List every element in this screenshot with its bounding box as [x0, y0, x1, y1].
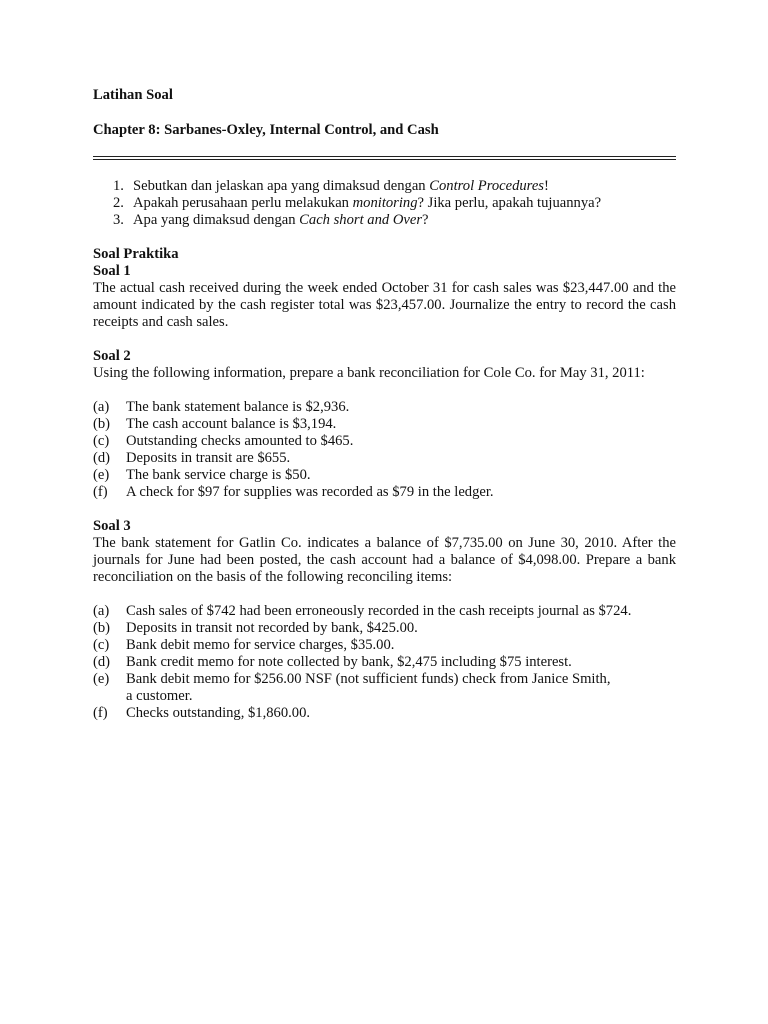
question-list [93, 178, 676, 229]
item-label: (f) [93, 484, 108, 500]
item-label: (d) [93, 654, 111, 670]
praktika-heading: Soal Praktika [93, 246, 179, 262]
list-item [93, 467, 676, 484]
question-text: Apa yang dimaksud dengan [133, 212, 300, 228]
item-text: Deposits in transit are $655. [126, 450, 291, 466]
list-item [93, 484, 676, 501]
question-number: 1. [113, 178, 124, 194]
list-item [93, 705, 676, 722]
question-text: Apakah perusahaan perlu melakukan [133, 195, 353, 211]
item-text: Checks outstanding, $1,860.00. [126, 705, 311, 721]
question-number: 3. [113, 212, 124, 228]
item-text-continuation: a customer. [126, 688, 193, 704]
soal-2-section [93, 348, 676, 501]
chapter-heading: Chapter 8: Sarbanes-Oxley, Internal Control, and Cash [93, 122, 439, 138]
item-text: Bank debit memo for $256.00 NSF (not sufficient funds) check from Janice Smith, [126, 671, 611, 687]
question-text-end: ! [543, 178, 549, 194]
item-text: The bank service charge is $50. [126, 467, 311, 483]
list-item [93, 671, 676, 705]
list-item [93, 450, 676, 467]
list-item [93, 637, 676, 654]
item-label: (a) [93, 603, 110, 619]
item-label: (b) [93, 620, 111, 636]
double-rule-divider [93, 156, 676, 160]
list-item [93, 433, 676, 450]
question-number: 2. [113, 195, 124, 211]
question-text-end: ? Jika perlu, apakah tujuannya? [417, 195, 602, 211]
list-item [93, 654, 676, 671]
item-label: (e) [93, 467, 110, 483]
item-label: (e) [93, 671, 110, 687]
item-text: Deposits in transit not recorded by bank, $425.00. [126, 620, 418, 636]
item-label: (d) [93, 450, 111, 466]
item-text: Outstanding checks amounted to $465. [126, 433, 354, 449]
item-label: (f) [93, 705, 108, 721]
item-label: (b) [93, 416, 111, 432]
question-text-end: ? [422, 212, 429, 228]
item-label: (c) [93, 637, 110, 653]
question-item [93, 195, 676, 212]
soal-3-section [93, 518, 676, 722]
item-text: The cash account balance is $3,194. [126, 416, 337, 432]
question-item [93, 178, 676, 195]
item-text: Bank credit memo for note collected by bank, $2,475 including $75 interest. [126, 654, 572, 670]
soal-1-heading: Soal 1 [93, 263, 131, 279]
item-text: Cash sales of $742 had been erroneously recorded in the cash receipts journal as $724. [126, 603, 632, 619]
item-label: (a) [93, 399, 110, 415]
soal-1-section [93, 263, 676, 331]
soal-2-heading: Soal 2 [93, 348, 131, 364]
question-emphasis: Control Procedures [429, 178, 544, 194]
soal-1-text: The actual cash received during the week ended October 31 for cash sales was $23,447.00 and the amount indicated by the cash register total was $23,457.00. Journalize the entry to record the cash receipts and cash sales. [93, 280, 676, 330]
soal-3-heading: Soal 3 [93, 518, 131, 534]
list-item [93, 603, 676, 620]
list-item [93, 620, 676, 637]
list-item [93, 416, 676, 433]
soal-3-text: The bank statement for Gatlin Co. indicates a balance of $7,735.00 on June 30, 2010. After the journals for June had been posted, the cash account had a balance of $4,098.00. Prepare a bank reconciliation on the basis of the following reconciling items: [93, 535, 676, 585]
question-emphasis: monitoring [352, 195, 418, 211]
item-text: A check for $97 for supplies was recorded as $79 in the ledger. [126, 484, 494, 500]
document-title: Latihan Soal [93, 87, 173, 103]
soal-2-item-list [93, 399, 676, 501]
list-item [93, 399, 676, 416]
soal-3-item-list [93, 603, 676, 722]
item-label: (c) [93, 433, 110, 449]
item-text: Bank debit memo for service charges, $35.00. [126, 637, 395, 653]
question-emphasis: Cach short and Over [299, 212, 422, 228]
soal-2-text: Using the following information, prepare a bank reconciliation for Cole Co. for May 31, 2011: [93, 365, 645, 381]
document-page [93, 87, 676, 722]
question-item [93, 212, 676, 229]
question-text: Sebutkan dan jelaskan apa yang dimaksud dengan [133, 178, 430, 194]
item-text: The bank statement balance is $2,936. [126, 399, 350, 415]
